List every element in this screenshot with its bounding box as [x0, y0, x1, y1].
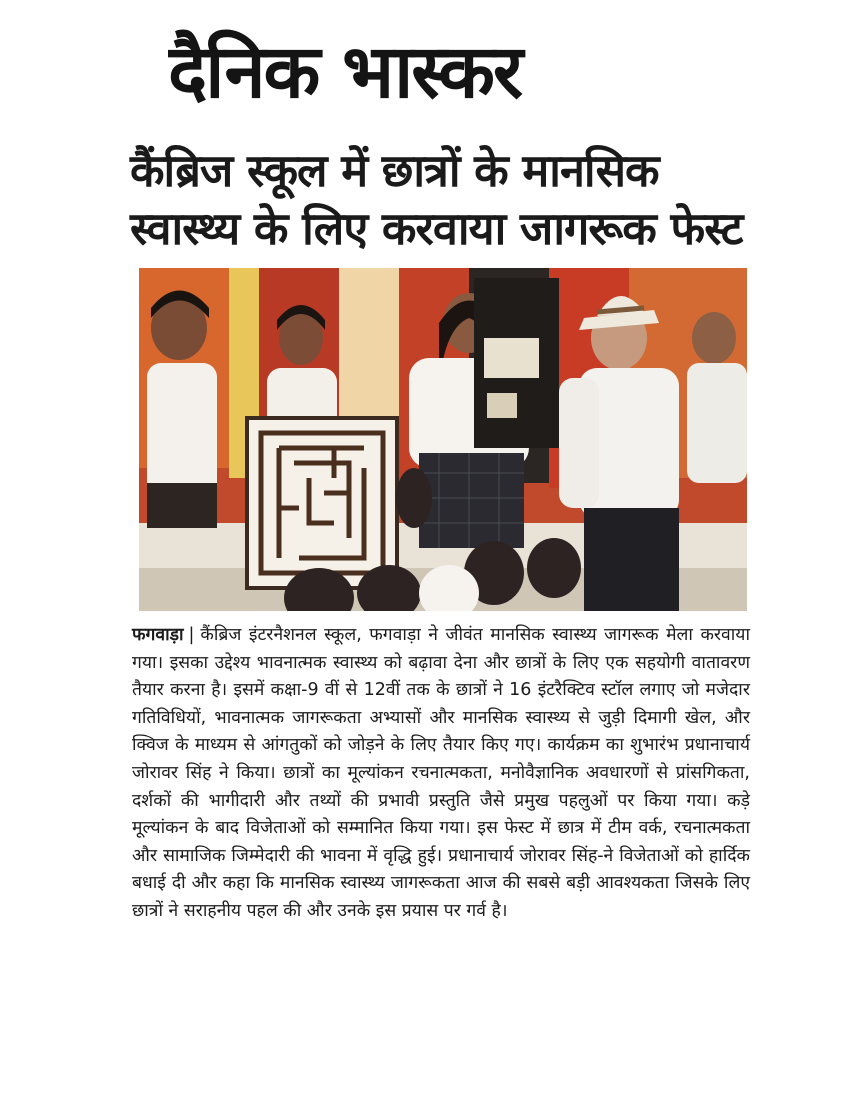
article-body-container — [132, 622, 750, 926]
newspaper-masthead: दैनिक भास्कर — [168, 29, 522, 115]
news-photo — [139, 268, 747, 611]
article-headline — [130, 142, 743, 258]
article-body-text: कैंब्रिज इंटरनैशनल स्कूल, फगवाड़ा ने जीवंत मानसिक स्वास्थ्य जागरूक मेला करवाया गया। इसका उद्देश्य भावनात्मक स्वास्थ्य को बढ़ावा देना और छात्रों के लिए एक सहयोगी वातावरण तैयार करना है। इसमें कक्षा-9 वीं से 12वीं तक के छात्रों ने 16 इंटरैक्टिव स्टॉल लगाए जो मजेदार गतिविधियों, भावनात्मक जागरूकता अभ्यासों और मानसिक स्वास्थ्य से जुड़ी दिमागी खेल, और क्विज के माध्यम से आंगतुकों को जोड़ने के लिए तैयार किए गए। कार्यक्रम का शुभारंभ प्रधानाचार्य जोरावर सिंह ने किया। छात्रों का मूल्यांकन रचनात्मकता, मनोवैज्ञानिक अवधारणों से प्रांसगिकता, दर्शकों की भागीदारी और तथ्यों की प्रभावी प्रस्तुति जैसे प्रमुख पहलुओं पर किया गया। कड़े मूल्यांकन के बाद विजेताओं को सम्मानित किया गया। इस फेस्ट में छात्र में टीम वर्क, रचनात्मकता और सामाजिक जिम्मेदारी की भावना में वृद्धि हुई। प्रधानाचार्य जोरावर सिंह-ने विजेताओं को हार्दिक बधाई दी और कहा कि मानसिक स्वास्थ्य जागरूकता आज की सबसे बड़ी आवश्यकता जिसके लिए छात्रों ने सराहनीय पहल की और उनके इस प्रयास पर गर्व है। — [132, 625, 750, 921]
photo-illustration — [139, 268, 747, 611]
headline-line-2: स्वास्थ्य के लिए करवाया जागरूक फेस्ट — [130, 202, 743, 255]
dateline-separator: | — [188, 625, 195, 645]
headline-line-1: कैंब्रिज स्कूल में छात्रों के मानसिक — [130, 144, 659, 197]
article-dateline: फगवाड़ा — [132, 625, 184, 645]
